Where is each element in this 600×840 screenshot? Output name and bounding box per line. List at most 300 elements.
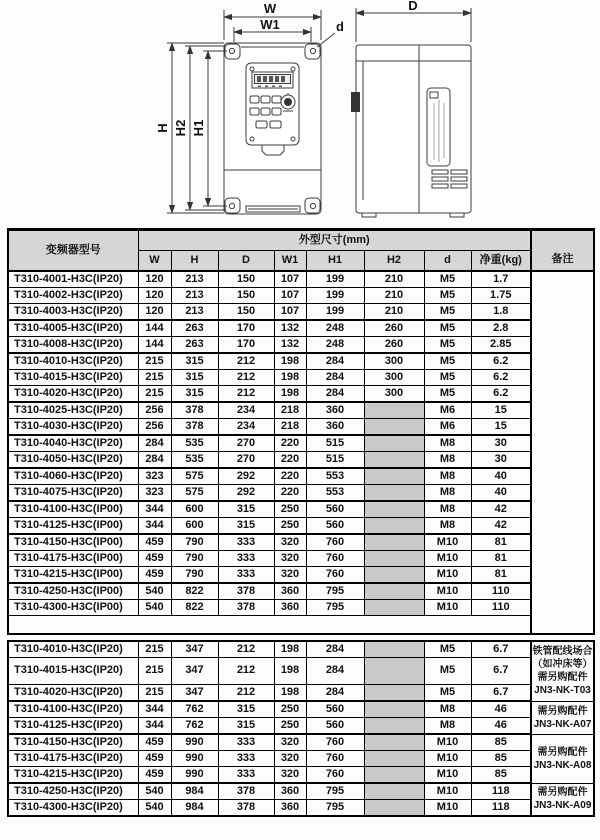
cell-d: 333 bbox=[218, 534, 274, 551]
dim-label-d-hole: d bbox=[336, 19, 344, 34]
col-header-weight: 净重(kg) bbox=[471, 251, 531, 272]
cell-h: 822 bbox=[171, 600, 218, 616]
cell-w: 344 bbox=[138, 701, 171, 718]
cell-weight: 118 bbox=[471, 783, 531, 800]
cell-h1: 760 bbox=[306, 534, 364, 551]
cell-h: 575 bbox=[171, 485, 218, 502]
table-row bbox=[8, 658, 594, 685]
cell-h: 535 bbox=[171, 452, 218, 469]
cell-w: 284 bbox=[138, 452, 171, 469]
cell-model: T310-4001-H3C(IP20) bbox=[8, 271, 138, 288]
cell-h2: 260 bbox=[364, 320, 424, 337]
spec-table-section2 bbox=[7, 640, 595, 817]
cell-w1: 250 bbox=[274, 718, 306, 735]
table-row bbox=[8, 485, 594, 502]
cell-w: 344 bbox=[138, 718, 171, 735]
cell-d: 150 bbox=[218, 288, 274, 304]
cell-h: 213 bbox=[171, 271, 218, 288]
cell-w: 215 bbox=[138, 386, 171, 403]
cell-h1: 795 bbox=[306, 800, 364, 817]
cell-w1: 198 bbox=[274, 370, 306, 386]
cell-model: T310-4215-H3C(IP00) bbox=[8, 567, 138, 584]
table-row bbox=[8, 271, 594, 288]
cell-weight: 40 bbox=[471, 468, 531, 485]
cell-model: T310-4008-H3C(IP20) bbox=[8, 337, 138, 354]
cell-w1: 220 bbox=[274, 468, 306, 485]
col-header-w: W bbox=[138, 251, 171, 272]
cell-d: 315 bbox=[218, 501, 274, 518]
cell-h1: 560 bbox=[306, 501, 364, 518]
col-header-model: 变频器型号 bbox=[8, 230, 138, 272]
cell-weight: 85 bbox=[471, 767, 531, 784]
cell-d: 315 bbox=[218, 718, 274, 735]
cell-d: 333 bbox=[218, 751, 274, 767]
cell-h2: 210 bbox=[364, 288, 424, 304]
cell-screw: M5 bbox=[424, 641, 471, 658]
cell-h2 bbox=[364, 641, 424, 658]
cell-w1: 320 bbox=[274, 734, 306, 751]
cell-d: 270 bbox=[218, 452, 274, 469]
cell-h1: 560 bbox=[306, 518, 364, 535]
col-header-remark: 备注 bbox=[531, 230, 594, 272]
cell-h2 bbox=[364, 435, 424, 452]
cell-d: 212 bbox=[218, 641, 274, 658]
cell-h1: 795 bbox=[306, 583, 364, 600]
cell-h2: 210 bbox=[364, 271, 424, 288]
cell-model: T310-4250-H3C(IP20) bbox=[8, 783, 138, 800]
cell-weight: 6.7 bbox=[471, 641, 531, 658]
cell-w: 344 bbox=[138, 501, 171, 518]
cell-w: 120 bbox=[138, 271, 171, 288]
col-header-h2: H2 bbox=[364, 251, 424, 272]
cell-d: 170 bbox=[218, 337, 274, 354]
cell-h1: 284 bbox=[306, 353, 364, 370]
cell-h: 378 bbox=[171, 402, 218, 419]
cell-remark-note: 需另购配件 JN3-NK-A09 bbox=[531, 783, 594, 816]
cell-screw: M8 bbox=[424, 701, 471, 718]
side-dimensions bbox=[356, 8, 471, 42]
cell-remark-note: 需另购配件 JN3-NK-A08 bbox=[531, 734, 594, 783]
cell-h2 bbox=[364, 518, 424, 535]
cell-model: T310-4150-H3C(IP00) bbox=[8, 534, 138, 551]
cell-d: 315 bbox=[218, 701, 274, 718]
cell-model: T310-4100-H3C(IP00) bbox=[8, 501, 138, 518]
cell-w: 344 bbox=[138, 518, 171, 535]
cell-screw: M5 bbox=[424, 337, 471, 354]
cell-screw: M5 bbox=[424, 288, 471, 304]
cell-h2 bbox=[364, 551, 424, 567]
cell-w1: 320 bbox=[274, 751, 306, 767]
cell-d: 292 bbox=[218, 485, 274, 502]
cell-h2 bbox=[364, 600, 424, 616]
cell-h1: 560 bbox=[306, 701, 364, 718]
cell-h2 bbox=[364, 658, 424, 685]
col-header-dimensions-group: 外型尺寸(mm) bbox=[138, 230, 531, 251]
cell-remark-note: 铁管配线场合 （如冲床等） 需另购配件 JN3-NK-T03 bbox=[531, 641, 594, 701]
cell-h: 762 bbox=[171, 718, 218, 735]
cell-h2 bbox=[364, 501, 424, 518]
cell-h: 263 bbox=[171, 320, 218, 337]
cell-model: T310-4075-H3C(IP20) bbox=[8, 485, 138, 502]
cell-h2 bbox=[364, 468, 424, 485]
cell-w1: 250 bbox=[274, 518, 306, 535]
cell-screw: M8 bbox=[424, 435, 471, 452]
cell-d: 333 bbox=[218, 734, 274, 751]
dimension-drawing bbox=[0, 0, 600, 228]
cell-weight: 85 bbox=[471, 734, 531, 751]
cell-weight: 81 bbox=[471, 551, 531, 567]
cell-d: 212 bbox=[218, 685, 274, 702]
cell-w1: 220 bbox=[274, 485, 306, 502]
cell-d: 378 bbox=[218, 783, 274, 800]
cell-model: T310-4025-H3C(IP20) bbox=[8, 402, 138, 419]
cell-h: 315 bbox=[171, 386, 218, 403]
cell-model: T310-4020-H3C(IP20) bbox=[8, 685, 138, 702]
front-view bbox=[224, 43, 321, 214]
cell-w: 144 bbox=[138, 320, 171, 337]
cell-h: 315 bbox=[171, 370, 218, 386]
cell-d: 170 bbox=[218, 320, 274, 337]
cell-d: 150 bbox=[218, 304, 274, 321]
cell-screw: M10 bbox=[424, 767, 471, 784]
inverter-outline-drawing bbox=[0, 0, 600, 228]
cell-w: 459 bbox=[138, 751, 171, 767]
spec-tables bbox=[0, 228, 600, 817]
table-row bbox=[8, 701, 594, 718]
cell-screw: M8 bbox=[424, 718, 471, 735]
cell-h1: 284 bbox=[306, 370, 364, 386]
table-row bbox=[8, 600, 594, 616]
cell-d: 378 bbox=[218, 583, 274, 600]
cell-weight: 85 bbox=[471, 751, 531, 767]
cell-weight: 40 bbox=[471, 485, 531, 502]
cell-h1: 284 bbox=[306, 658, 364, 685]
dim-label-w1: W1 bbox=[260, 17, 280, 32]
table-row bbox=[8, 288, 594, 304]
cell-screw: M10 bbox=[424, 800, 471, 817]
cell-screw: M10 bbox=[424, 600, 471, 616]
cell-model: T310-4300-H3C(IP20) bbox=[8, 800, 138, 817]
cell-d: 270 bbox=[218, 435, 274, 452]
cell-w: 256 bbox=[138, 419, 171, 436]
table-row bbox=[8, 501, 594, 518]
cell-h: 790 bbox=[171, 534, 218, 551]
cell-screw: M6 bbox=[424, 402, 471, 419]
cell-w: 459 bbox=[138, 534, 171, 551]
cell-h2: 300 bbox=[364, 353, 424, 370]
cell-h: 263 bbox=[171, 337, 218, 354]
cell-h: 213 bbox=[171, 304, 218, 321]
cell-w: 215 bbox=[138, 641, 171, 658]
table-row bbox=[8, 435, 594, 452]
table-row bbox=[8, 734, 594, 751]
cell-model: T310-4125-H3C(IP20) bbox=[8, 718, 138, 735]
cell-w1: 198 bbox=[274, 353, 306, 370]
cell-h: 535 bbox=[171, 435, 218, 452]
cell-weight: 1.75 bbox=[471, 288, 531, 304]
table-row bbox=[8, 386, 594, 403]
cell-h1: 560 bbox=[306, 718, 364, 735]
cell-h: 762 bbox=[171, 701, 218, 718]
table-row bbox=[8, 468, 594, 485]
cell-w1: 320 bbox=[274, 767, 306, 784]
col-header-screw: d bbox=[424, 251, 471, 272]
cell-w1: 132 bbox=[274, 320, 306, 337]
cell-model: T310-4060-H3C(IP20) bbox=[8, 468, 138, 485]
cell-h2 bbox=[364, 402, 424, 419]
cell-model: T310-4030-H3C(IP20) bbox=[8, 419, 138, 436]
table-row bbox=[8, 783, 594, 800]
spacer-cell bbox=[8, 616, 531, 635]
table-row bbox=[8, 685, 594, 702]
cell-h: 600 bbox=[171, 501, 218, 518]
cell-weight: 81 bbox=[471, 534, 531, 551]
cell-model: T310-4250-H3C(IP00) bbox=[8, 583, 138, 600]
cell-w: 215 bbox=[138, 658, 171, 685]
table-row bbox=[8, 567, 594, 584]
cell-h: 984 bbox=[171, 783, 218, 800]
cell-w1: 198 bbox=[274, 386, 306, 403]
cell-w: 459 bbox=[138, 734, 171, 751]
cell-weight: 2.85 bbox=[471, 337, 531, 354]
cell-w1: 360 bbox=[274, 583, 306, 600]
cell-w1: 320 bbox=[274, 567, 306, 584]
cell-model: T310-4150-H3C(IP20) bbox=[8, 734, 138, 751]
dim-label-d: D bbox=[408, 0, 418, 13]
cell-model: T310-4175-H3C(IP20) bbox=[8, 751, 138, 767]
cell-screw: M5 bbox=[424, 386, 471, 403]
col-header-h: H bbox=[171, 251, 218, 272]
cell-w1: 320 bbox=[274, 551, 306, 567]
cell-w: 323 bbox=[138, 468, 171, 485]
spacer-row bbox=[8, 616, 594, 635]
cell-screw: M8 bbox=[424, 518, 471, 535]
table-row bbox=[8, 304, 594, 321]
cell-model: T310-4050-H3C(IP20) bbox=[8, 452, 138, 469]
cell-w: 284 bbox=[138, 435, 171, 452]
cell-w1: 107 bbox=[274, 304, 306, 321]
cell-h1: 795 bbox=[306, 783, 364, 800]
cell-w1: 198 bbox=[274, 641, 306, 658]
cell-model: T310-4020-H3C(IP20) bbox=[8, 386, 138, 403]
cell-screw: M10 bbox=[424, 534, 471, 551]
cell-h2: 300 bbox=[364, 370, 424, 386]
table-row bbox=[8, 452, 594, 469]
cell-w: 459 bbox=[138, 767, 171, 784]
cell-h1: 760 bbox=[306, 751, 364, 767]
cell-h: 315 bbox=[171, 353, 218, 370]
cell-h1: 553 bbox=[306, 485, 364, 502]
cell-model: T310-4003-H3C(IP20) bbox=[8, 304, 138, 321]
cell-d: 333 bbox=[218, 767, 274, 784]
cell-h: 990 bbox=[171, 734, 218, 751]
cell-weight: 30 bbox=[471, 452, 531, 469]
cell-d: 212 bbox=[218, 386, 274, 403]
cell-screw: M8 bbox=[424, 501, 471, 518]
cell-w: 120 bbox=[138, 288, 171, 304]
cell-h1: 795 bbox=[306, 600, 364, 616]
cell-h: 990 bbox=[171, 767, 218, 784]
cell-screw: M10 bbox=[424, 583, 471, 600]
cell-weight: 6.2 bbox=[471, 370, 531, 386]
cell-screw: M8 bbox=[424, 452, 471, 469]
cell-weight: 6.7 bbox=[471, 685, 531, 702]
dim-label-h1: H1 bbox=[191, 119, 206, 137]
cell-w: 323 bbox=[138, 485, 171, 502]
cell-h2: 210 bbox=[364, 304, 424, 321]
cell-weight: 2.8 bbox=[471, 320, 531, 337]
cell-w1: 198 bbox=[274, 685, 306, 702]
cell-w1: 250 bbox=[274, 701, 306, 718]
cell-model: T310-4015-H3C(IP20) bbox=[8, 658, 138, 685]
cell-h: 347 bbox=[171, 641, 218, 658]
cell-h1: 360 bbox=[306, 419, 364, 436]
cell-h: 984 bbox=[171, 800, 218, 817]
table-row bbox=[8, 419, 594, 436]
cell-h2: 300 bbox=[364, 386, 424, 403]
cell-screw: M5 bbox=[424, 320, 471, 337]
cell-w1: 220 bbox=[274, 435, 306, 452]
cell-h: 347 bbox=[171, 685, 218, 702]
cell-w1: 218 bbox=[274, 402, 306, 419]
cell-screw: M6 bbox=[424, 419, 471, 436]
side-connector-block bbox=[351, 92, 360, 112]
cell-weight: 46 bbox=[471, 701, 531, 718]
cell-w1: 360 bbox=[274, 800, 306, 817]
cell-w1: 360 bbox=[274, 600, 306, 616]
cell-w: 540 bbox=[138, 800, 171, 817]
cell-w1: 250 bbox=[274, 501, 306, 518]
cell-model: T310-4040-H3C(IP20) bbox=[8, 435, 138, 452]
cell-h1: 284 bbox=[306, 386, 364, 403]
cell-h1: 515 bbox=[306, 452, 364, 469]
cell-model: T310-4010-H3C(IP20) bbox=[8, 641, 138, 658]
cell-h2 bbox=[364, 783, 424, 800]
cell-weight: 118 bbox=[471, 800, 531, 817]
cell-model: T310-4010-H3C(IP20) bbox=[8, 353, 138, 370]
cell-weight: 1.8 bbox=[471, 304, 531, 321]
cell-h2 bbox=[364, 452, 424, 469]
cell-weight: 110 bbox=[471, 583, 531, 600]
cell-w: 540 bbox=[138, 783, 171, 800]
cell-screw: M8 bbox=[424, 485, 471, 502]
cell-h: 790 bbox=[171, 567, 218, 584]
cell-h1: 248 bbox=[306, 320, 364, 337]
cell-d: 378 bbox=[218, 800, 274, 817]
cell-d: 212 bbox=[218, 353, 274, 370]
table-row bbox=[8, 370, 594, 386]
table-row bbox=[8, 583, 594, 600]
cell-d: 212 bbox=[218, 658, 274, 685]
spec-table-section1 bbox=[7, 228, 595, 635]
cell-d: 378 bbox=[218, 600, 274, 616]
cell-h: 213 bbox=[171, 288, 218, 304]
cell-d: 150 bbox=[218, 271, 274, 288]
cell-d: 315 bbox=[218, 518, 274, 535]
cell-h1: 284 bbox=[306, 685, 364, 702]
cell-d: 234 bbox=[218, 419, 274, 436]
table-row bbox=[8, 751, 594, 767]
cell-weight: 6.2 bbox=[471, 386, 531, 403]
foot bbox=[450, 213, 464, 217]
cell-w: 540 bbox=[138, 583, 171, 600]
table-row bbox=[8, 534, 594, 551]
table-row bbox=[8, 551, 594, 567]
cell-w: 459 bbox=[138, 551, 171, 567]
foot bbox=[362, 213, 376, 217]
col-header-w1: W1 bbox=[274, 251, 306, 272]
cell-weight: 15 bbox=[471, 402, 531, 419]
cell-remark-note: 需另购配件 JN3-NK-A07 bbox=[531, 701, 594, 734]
cell-w1: 132 bbox=[274, 337, 306, 354]
cell-d: 333 bbox=[218, 551, 274, 567]
cell-w: 120 bbox=[138, 304, 171, 321]
side-view bbox=[351, 45, 471, 217]
cell-weight: 42 bbox=[471, 518, 531, 535]
cell-h2 bbox=[364, 685, 424, 702]
cell-w: 215 bbox=[138, 685, 171, 702]
cell-screw: M5 bbox=[424, 271, 471, 288]
cell-w1: 218 bbox=[274, 419, 306, 436]
cell-w: 215 bbox=[138, 353, 171, 370]
col-header-d: D bbox=[218, 251, 274, 272]
table-row bbox=[8, 800, 594, 817]
cell-w: 256 bbox=[138, 402, 171, 419]
cell-h2 bbox=[364, 567, 424, 584]
cell-h: 990 bbox=[171, 751, 218, 767]
cell-weight: 6.2 bbox=[471, 353, 531, 370]
cell-d: 212 bbox=[218, 370, 274, 386]
dim-label-h2: H2 bbox=[173, 119, 188, 137]
table-row bbox=[8, 518, 594, 535]
cell-remark-empty bbox=[531, 271, 594, 634]
cell-weight: 42 bbox=[471, 501, 531, 518]
cell-h2 bbox=[364, 534, 424, 551]
cell-h2 bbox=[364, 583, 424, 600]
cell-w1: 107 bbox=[274, 271, 306, 288]
cell-w: 144 bbox=[138, 337, 171, 354]
cell-h2 bbox=[364, 485, 424, 502]
cell-model: T310-4005-H3C(IP20) bbox=[8, 320, 138, 337]
table-row bbox=[8, 767, 594, 784]
cell-h1: 553 bbox=[306, 468, 364, 485]
cell-h1: 199 bbox=[306, 271, 364, 288]
cell-h: 575 bbox=[171, 468, 218, 485]
table-row bbox=[8, 353, 594, 370]
table-row bbox=[8, 337, 594, 354]
cell-w1: 107 bbox=[274, 288, 306, 304]
dim-label-h: H bbox=[155, 123, 170, 133]
cell-w: 459 bbox=[138, 567, 171, 584]
cell-h1: 515 bbox=[306, 435, 364, 452]
cell-h: 822 bbox=[171, 583, 218, 600]
col-header-h1: H1 bbox=[306, 251, 364, 272]
cell-screw: M10 bbox=[424, 734, 471, 751]
cell-model: T310-4100-H3C(IP20) bbox=[8, 701, 138, 718]
cell-h2 bbox=[364, 419, 424, 436]
cell-w: 215 bbox=[138, 370, 171, 386]
cell-w1: 198 bbox=[274, 658, 306, 685]
cell-weight: 46 bbox=[471, 718, 531, 735]
cell-screw: M5 bbox=[424, 304, 471, 321]
cell-weight: 110 bbox=[471, 600, 531, 616]
cell-model: T310-4002-H3C(IP20) bbox=[8, 288, 138, 304]
cell-screw: M5 bbox=[424, 685, 471, 702]
dim-label-w: W bbox=[263, 1, 277, 16]
cell-h: 790 bbox=[171, 551, 218, 567]
cell-d: 292 bbox=[218, 468, 274, 485]
table-row bbox=[8, 641, 594, 658]
